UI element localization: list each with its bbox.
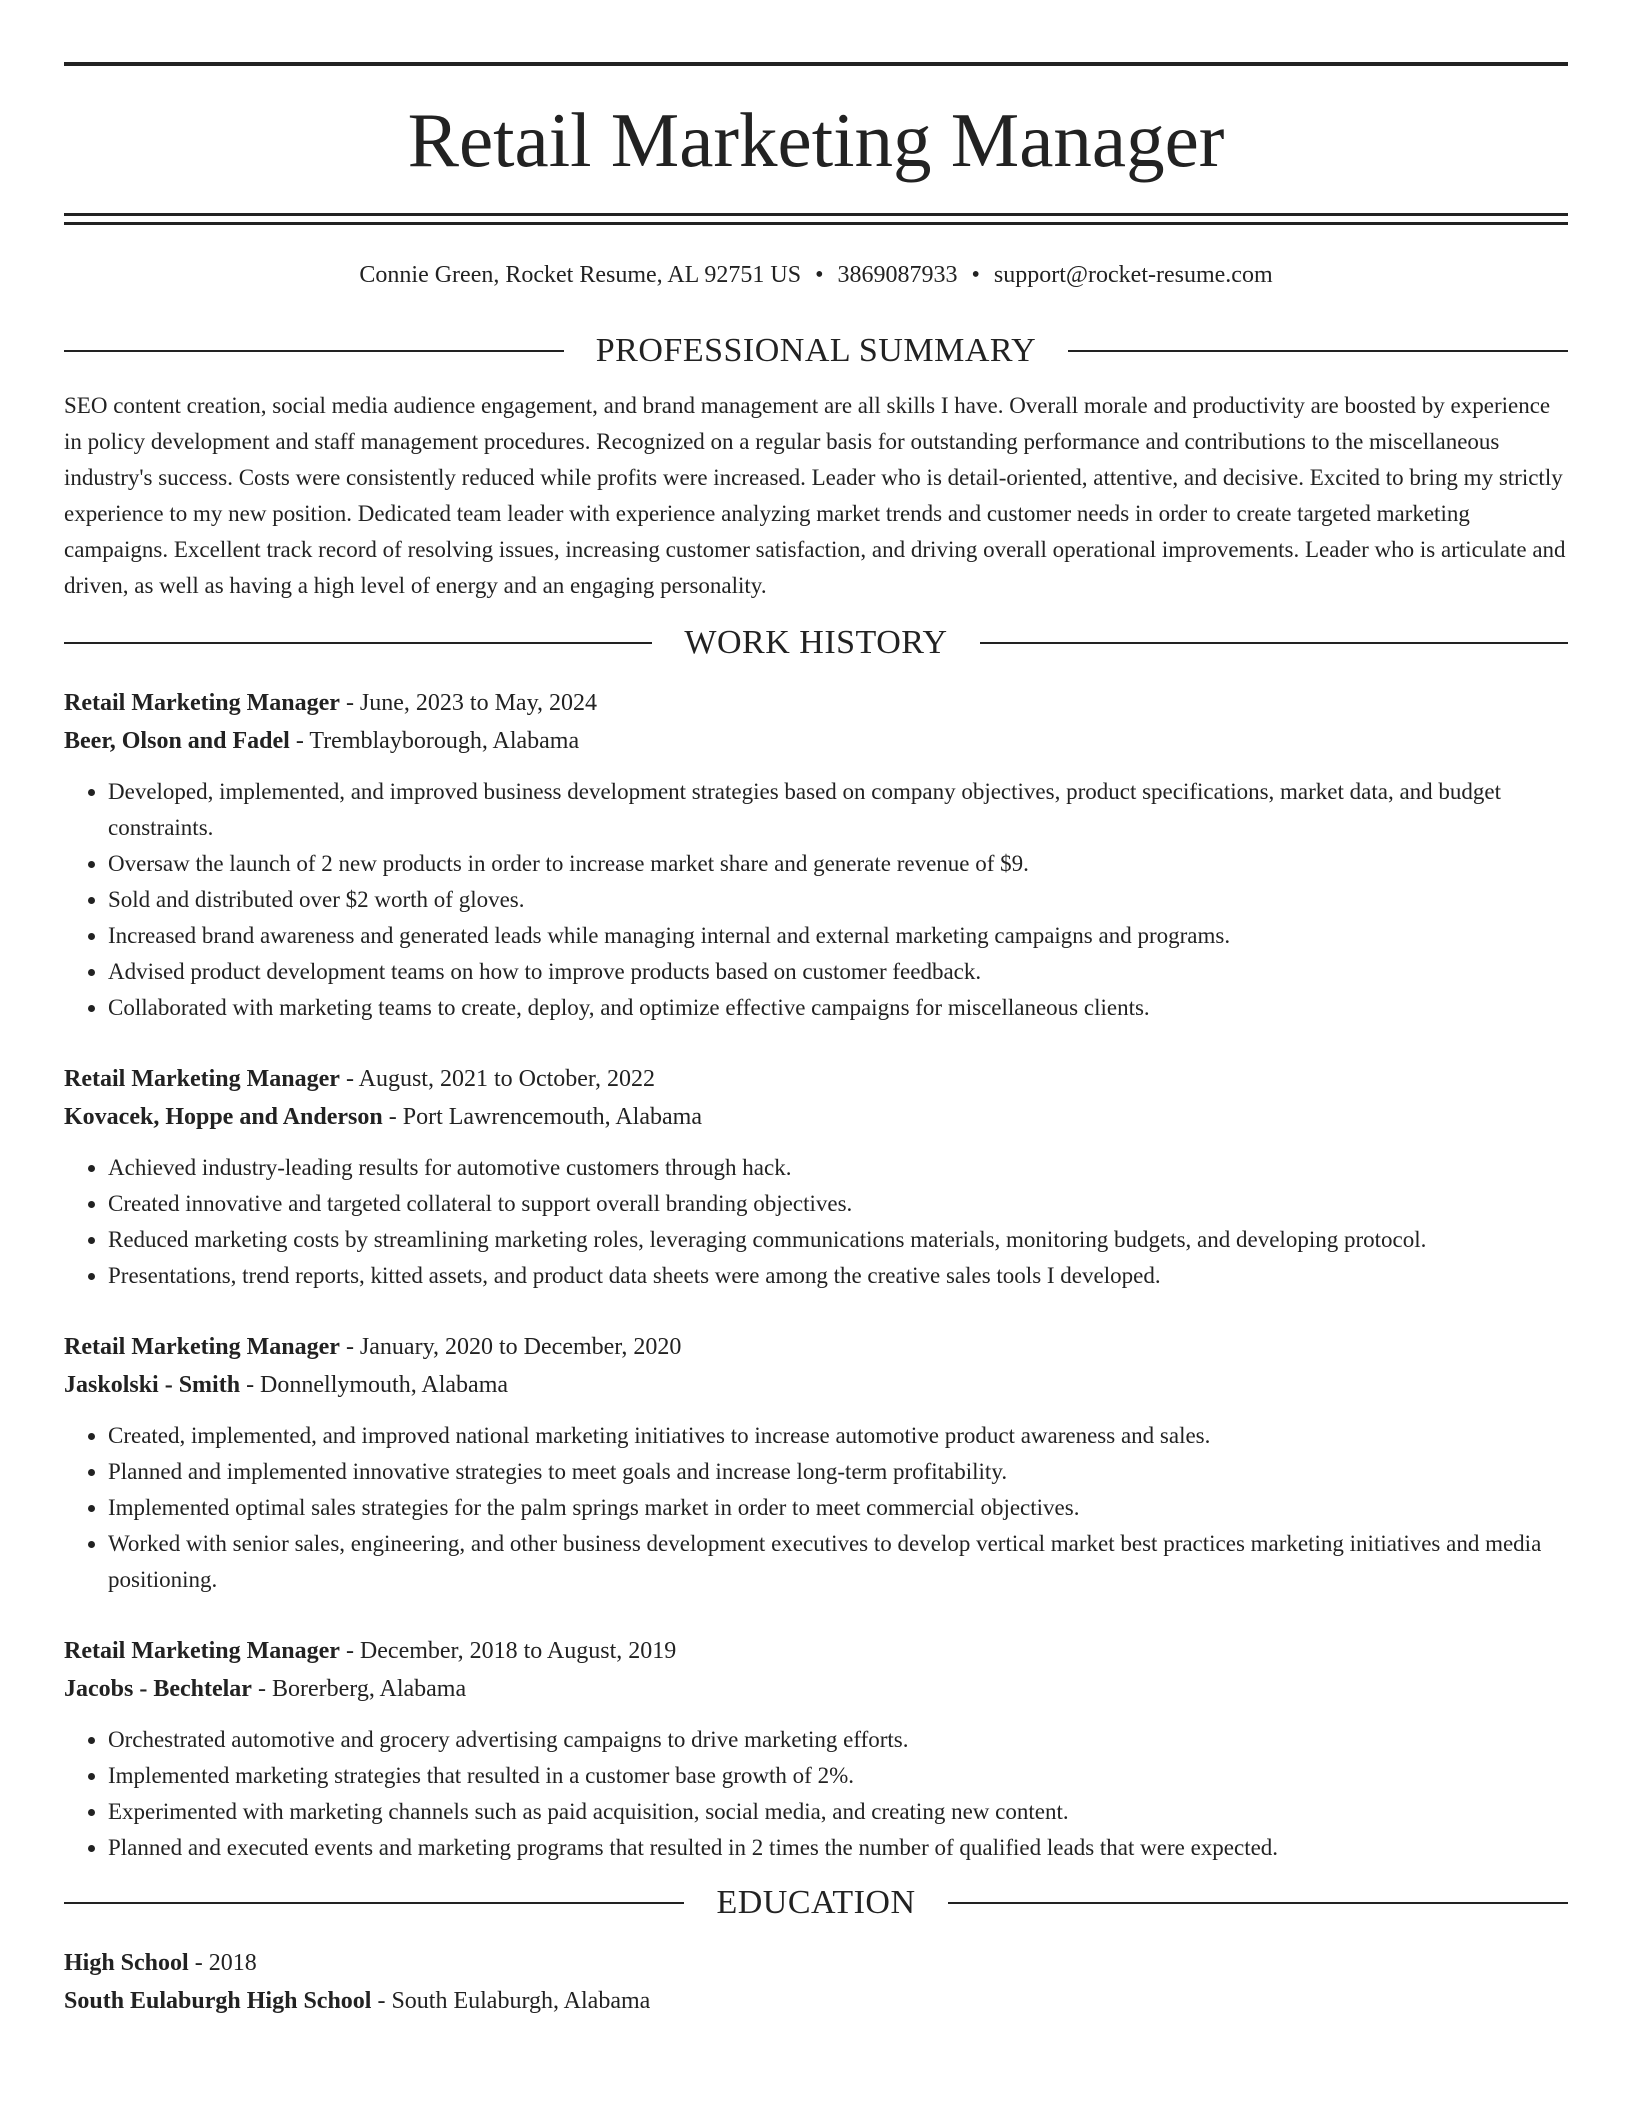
job-bullet: • Sold and distributed over $2 worth of gloves. [108,882,1568,918]
heading-rule-right [948,1902,1568,1904]
education-heading-label: EDUCATION [716,1884,916,1921]
resume-title: Retail Marketing Manager [407,97,1225,183]
job-company-line [64,722,1568,760]
job-title-line [64,1060,1568,1098]
education-degree: High School [64,1950,189,1976]
job-company-line [64,1366,1568,1404]
job-dates: - January, 2020 to December, 2020 [339,1334,682,1360]
job-bullet: • Worked with senior sales, engineering, and other business development executives to develop vertical market best practices marketing initiatives and media positioning. [108,1526,1568,1598]
contact-address: Connie Green, Rocket Resume, AL 92751 US [359,262,802,288]
summary-heading-label: PROFESSIONAL SUMMARY [595,332,1037,369]
job-bullets [64,1722,1568,1866]
job-location: - Port Lawrencemouth, Alabama [382,1104,702,1130]
heading-rule-left [64,350,564,352]
heading-rule-left [64,1902,684,1904]
job-role: Retail Marketing Manager [64,1334,340,1360]
job-bullet: • Created innovative and targeted collateral to support overall branding objectives. [108,1186,1568,1222]
work-history-heading [64,626,1568,660]
job-entry [64,1632,1568,1866]
job-company: Kovacek, Hoppe and Anderson [64,1104,383,1130]
job-bullet: • Achieved industry-leading results for automotive customers through hack. [108,1150,1568,1186]
job-bullet: • Created, implemented, and improved national marketing initiatives to increase automotive product awareness and sales. [108,1418,1568,1454]
job-company: Beer, Olson and Fadel [64,728,290,754]
work-history-heading-label: WORK HISTORY [684,624,948,661]
education-school: South Eulaburgh High School [64,1988,372,2014]
contact-line [64,263,1568,287]
job-bullet: • Orchestrated automotive and grocery advertising campaigns to drive marketing efforts. [108,1722,1568,1758]
job-bullet: • Oversaw the launch of 2 new products in order to increase market share and generate revenue of $9. [108,846,1568,882]
top-rule [64,62,1568,66]
job-location: - Borerberg, Alabama [251,1676,467,1702]
job-entry [64,1328,1568,1598]
education-degree-line [64,1944,1568,1982]
education-school-line [64,1982,1568,2020]
heading-rule-right [980,642,1568,644]
education-year: - 2018 [188,1950,257,1976]
title-double-rule [64,213,1568,225]
job-bullet: • Implemented marketing strategies that resulted in a customer base growth of 2%. [108,1758,1568,1794]
job-role: Retail Marketing Manager [64,690,340,716]
job-bullet: • Reduced marketing costs by streamlining marketing roles, leveraging communications materials, monitoring budgets, and developing protocol. [108,1222,1568,1258]
contact-separator: • [971,262,980,288]
job-dates: - December, 2018 to August, 2019 [339,1638,677,1664]
job-bullet: • Increased brand awareness and generated leads while managing internal and external marketing campaigns and programs. [108,918,1568,954]
education-location: - South Eulaburgh, Alabama [371,1988,651,2014]
job-bullets [64,1150,1568,1294]
job-bullet: • Implemented optimal sales strategies for the palm springs market in order to meet commercial objectives. [108,1490,1568,1526]
job-company: Jaskolski - Smith [64,1372,241,1398]
job-entry [64,684,1568,1026]
job-entry [64,1060,1568,1294]
education-entry [64,1944,1568,2020]
job-bullet: • Planned and implemented innovative strategies to meet goals and increase long-term profitability. [108,1454,1568,1490]
heading-rule-left [64,642,652,644]
job-bullets [64,1418,1568,1598]
job-location: - Donnellymouth, Alabama [240,1372,509,1398]
contact-email: support@rocket-resume.com [993,262,1273,288]
education-heading [64,1886,1568,1920]
job-dates: - June, 2023 to May, 2024 [339,690,598,716]
contact-phone: 3869087933 [837,262,958,288]
job-role: Retail Marketing Manager [64,1066,340,1092]
job-bullet: • Collaborated with marketing teams to create, deploy, and optimize effective campaigns for miscellaneous clients. [108,990,1568,1026]
job-bullet: • Presentations, trend reports, kitted assets, and product data sheets were among the creative sales tools I developed. [108,1258,1568,1294]
job-title-line [64,684,1568,722]
job-company: Jacobs - Bechtelar [64,1676,252,1702]
job-bullets [64,774,1568,1026]
summary-text: SEO content creation, social media audience engagement, and brand management are all skills I have. Overall morale and productivity are boosted by experience in policy development and staff management procedures. Recognized on a regular basis for outstanding performance and contributions to the miscellaneous industry's success. Costs were consistently reduced while profits were increased. Leader who is detail-oriented, attentive, and decisive. Excited to bring my strictly experience to my new position. Dedicated team leader with experience analyzing market trends and customer needs in order to create targeted marketing campaigns. Excellent track record of resolving issues, increasing customer satisfaction, and driving overall operational improvements. Leader who is articulate and driven, as well as having a high level of energy and an engaging personality. [64,393,1566,598]
job-bullet: • Advised product development teams on how to improve products based on customer feedback. [108,954,1568,990]
contact-separator: • [815,262,824,288]
job-bullet: • Developed, implemented, and improved business development strategies based on company objectives, product specifications, market data, and budget constraints. [108,774,1568,846]
heading-rule-right [1068,350,1568,352]
summary-heading [64,334,1568,368]
job-role: Retail Marketing Manager [64,1638,340,1664]
job-title-line [64,1632,1568,1670]
job-location: - Tremblayborough, Alabama [289,728,580,754]
job-bullet: • Experimented with marketing channels such as paid acquisition, social media, and creating new content. [108,1794,1568,1830]
job-title-line [64,1328,1568,1366]
job-company-line [64,1670,1568,1708]
job-bullet: • Planned and executed events and marketing programs that resulted in 2 times the number of qualified leads that were expected. [108,1830,1568,1866]
job-dates: - August, 2021 to October, 2022 [339,1066,655,1092]
job-company-line [64,1098,1568,1136]
